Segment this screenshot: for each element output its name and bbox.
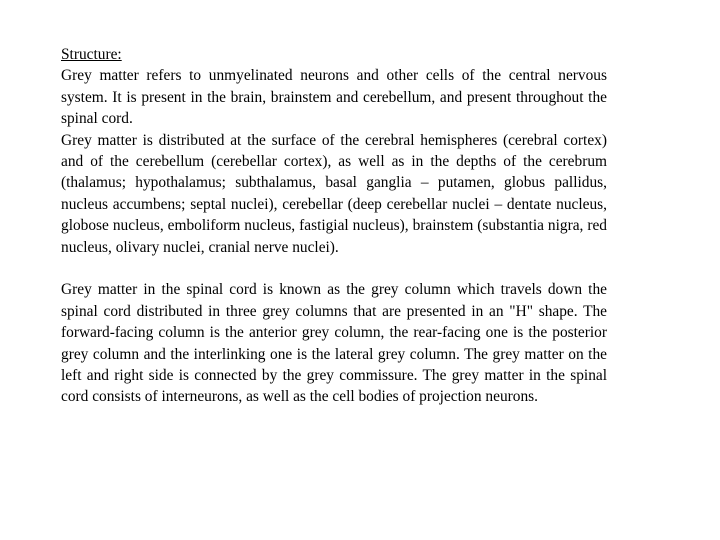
paragraph-distribution: Grey matter is distributed at the surface of the cerebral hemispheres (cerebral cortex) and of the cerebellum (cerebellar cortex), as well as in the depths of the cerebrum (thalamus; hypothalamus; subthalamus, basal ganglia – putamen, globus pallidus, nucleus accumbens; septal nuclei), cerebellar (deep cerebellar nuclei – dentate nucleus, globose nucleus, emboliform nucleus, fastigial nucleus), brainstem (substantia nigra, red nucleus, olivary nuclei, cranial nerve nuclei).	[61, 131, 607, 256]
paragraph-gap	[61, 258, 607, 279]
paragraph-spinal-cord: Grey matter in the spinal cord is known as the grey column which travels down the spinal cord distributed in three grey columns that are presented in an "H" shape. The forward-facing column is the anterior grey column, the rear-facing one is the posterior grey column and the interlinking one is the lateral grey column. The grey matter on the left and right side is connected by the grey commissure. The grey matter in the spinal cord consists of interneurons, as well as the cell bodies of projection neurons.	[61, 281, 607, 406]
paragraph-definition: Grey matter refers to unmyelinated neurons and other cells of the central nervous system. It is present in the brain, brainstem and cerebellum, and present throughout the spinal cord.	[61, 67, 607, 128]
section-heading: Structure:	[61, 46, 122, 63]
document-body	[61, 44, 607, 408]
